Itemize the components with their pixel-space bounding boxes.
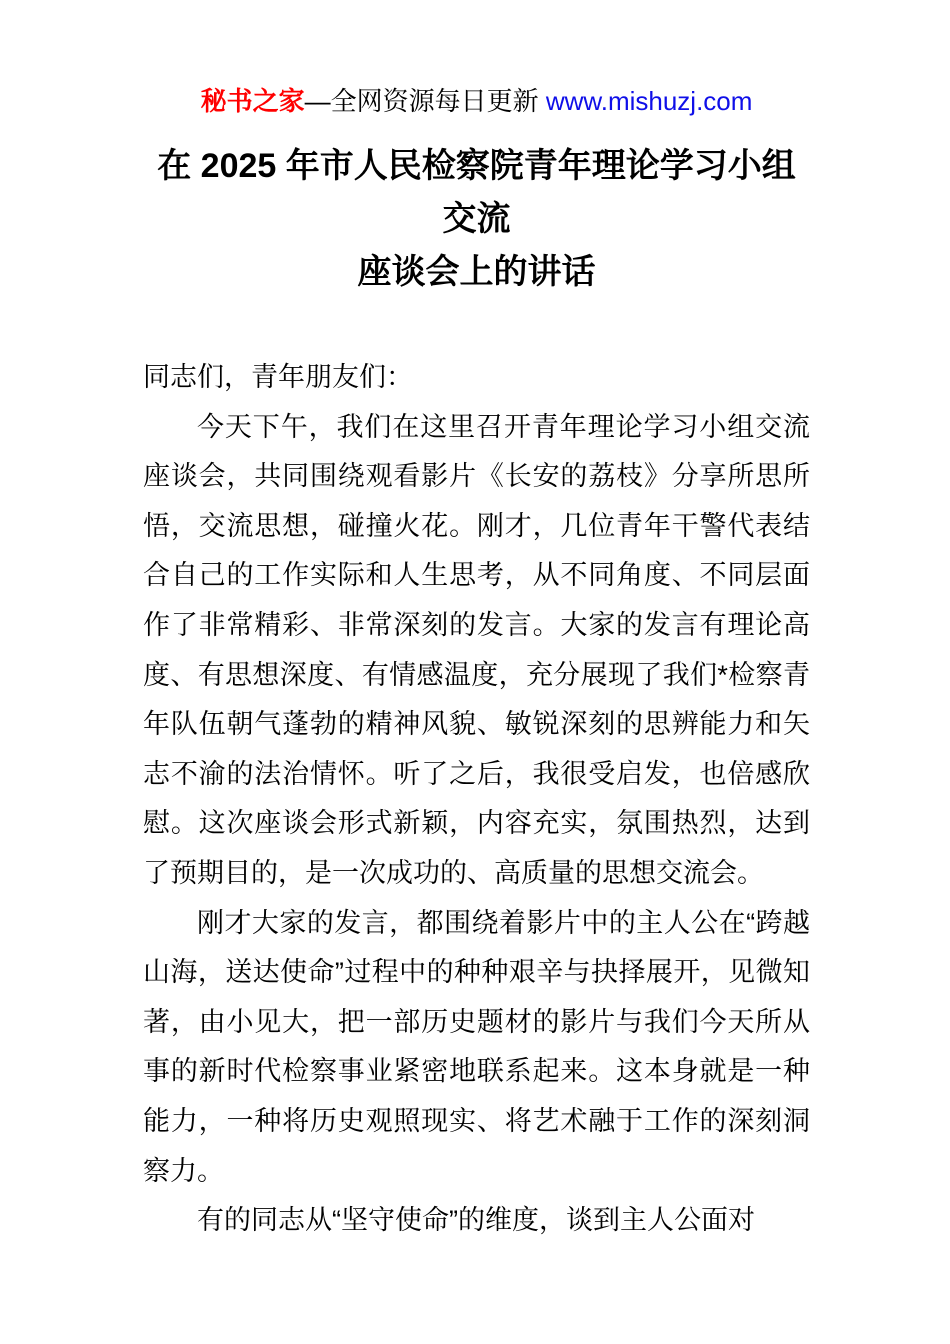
salutation: 同志们，青年朋友们： bbox=[143, 362, 413, 392]
document-title-line-1: 在 2025 年市人民检察院青年理论学习小组交流 bbox=[157, 147, 796, 238]
paragraph: 今天下午，我们在这里召开青年理论学习小组交流座谈会，共同围绕观看影片《长安的荔枝》分享所思所悟，交流思想，碰撞火花。刚才，几位青年干警代表结合自己的工作实际和人生思考，从不同角度、不同层面作了非常精彩、非常深刻的发言。大家的发言有理论高度、有思想深度、有情感温度，充分展现了我们*检察青年队伍朝气蓬勃的精神风貌、敏锐深刻的思辨能力和矢志不渝的法治情怀。听了之后，我很受启发，也倍感欣慰。这次座谈会形式新颖，内容充实，氛围热烈，达到了预期目的，是一次成功的、高质量的思想交流会。 bbox=[143, 411, 810, 888]
site-tagline: —全网资源每日更新 bbox=[304, 86, 546, 116]
site-brand: 秘书之家 bbox=[200, 86, 305, 116]
document-title-line-2: 座谈会上的讲话 bbox=[357, 253, 596, 291]
document-title bbox=[143, 140, 810, 299]
site-url-link[interactable]: www.mishuzj.com bbox=[545, 86, 753, 116]
document-body bbox=[143, 353, 810, 1246]
site-header bbox=[143, 0, 810, 118]
paragraph: 刚才大家的发言，都围绕着影片中的主人公在“跨越山海，送达使命”过程中的种种艰辛与抉择展开，见微知著，由小见大，把一部历史题材的影片与我们今天所从事的新时代检察事业紧密地联系起来。这本身就是一种能力，一种将历史观照现实、将艺术融于工作的深刻洞察力。 bbox=[143, 907, 810, 1186]
paragraph: 有的同志从“坚守使命”的维度，谈到主人公面对 bbox=[197, 1205, 755, 1236]
